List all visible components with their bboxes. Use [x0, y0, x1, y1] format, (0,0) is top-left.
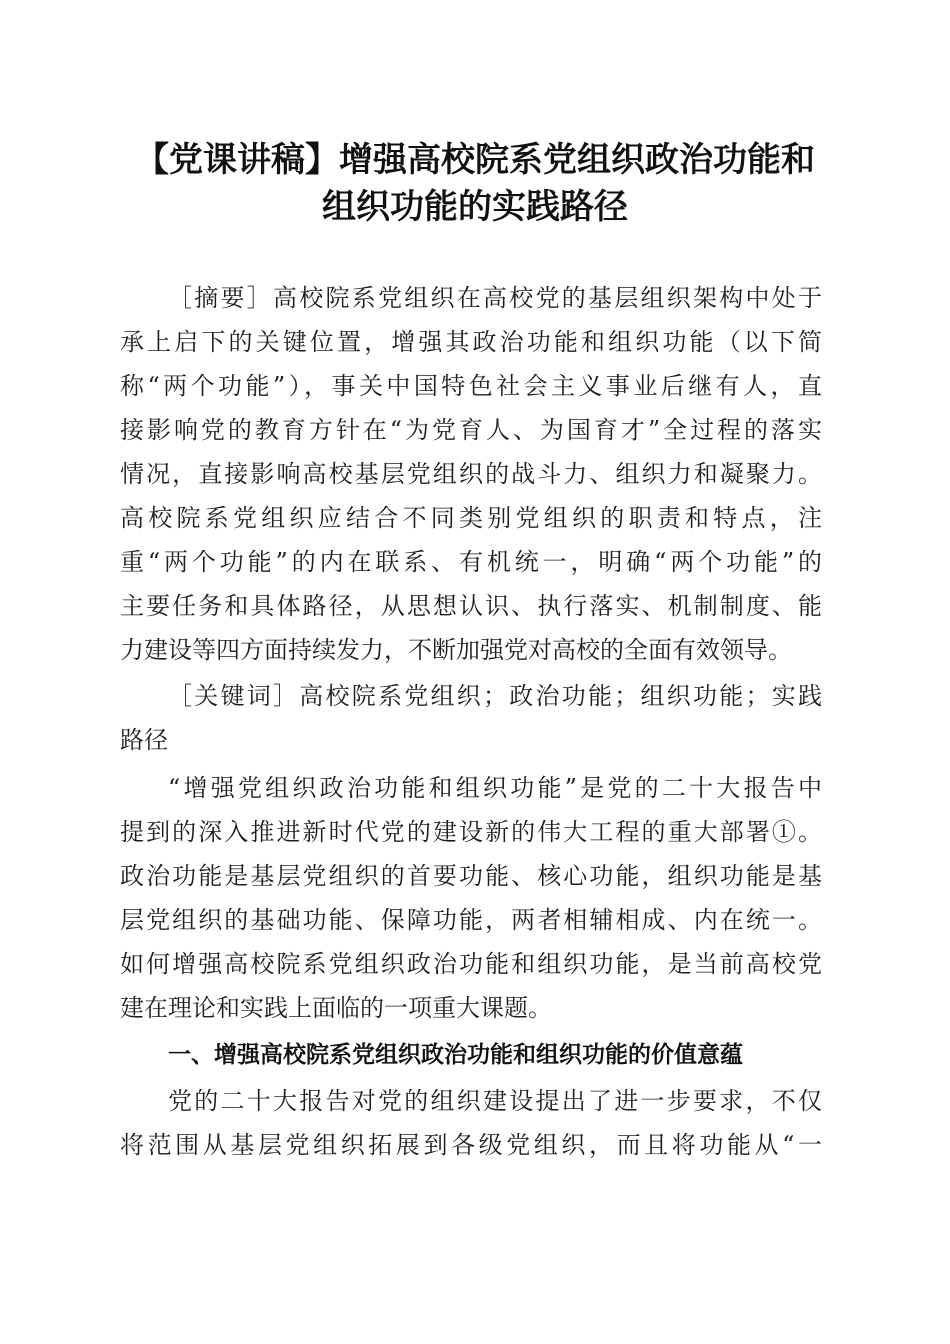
document-title-line-2: 组织功能的实践路径 — [322, 187, 628, 227]
abstract-line: 称“两个功能”），事关中国特色社会主义事业后继有人，直 — [120, 372, 822, 400]
section-heading: 一、增强高校院系党组织政治功能和组织功能的价值意蕴 — [168, 1042, 743, 1068]
document-title-line-1: 【党课讲稿】增强高校院系党组织政治功能和 — [135, 140, 815, 180]
abstract-line: 接影响党的教育方针在“为党育人、为国育才”全过程的落实 — [120, 416, 822, 444]
intro-line: 如何增强高校院系党组织政治功能和组织功能，是当前高校党 — [120, 950, 822, 978]
abstract-line: 承上启下的关键位置，增强其政治功能和组织功能（以下简 — [120, 328, 822, 356]
intro-line: 政治功能是基层党组织的首要功能、核心功能，组织功能是基 — [120, 862, 822, 890]
keywords-line: 路径 — [120, 726, 168, 754]
keywords-line: ［关键词］高校院系党组织；政治功能；组织功能；实践 — [168, 682, 822, 710]
section-line: 将范围从基层党组织拓展到各级党组织，而且将功能从“一 — [120, 1131, 822, 1159]
intro-line: “增强党组织政治功能和组织功能”是党的二十大报告中 — [168, 774, 822, 802]
abstract-line: 力建设等四方面持续发力，不断加强党对高校的全面有效领导。 — [120, 636, 792, 664]
abstract-line: 重“两个功能”的内在联系、有机统一，明确“两个功能”的 — [120, 548, 822, 576]
abstract-line: 情况，直接影响高校基层党组织的战斗力、组织力和凝聚力。 — [120, 460, 822, 488]
abstract-line: 高校院系党组织应结合不同类别党组织的职责和特点，注 — [120, 504, 822, 532]
abstract-line: 主要任务和具体路径，从思想认识、执行落实、机制制度、能 — [120, 592, 822, 620]
intro-line: 层党组织的基础功能、保障功能，两者相辅相成、内在统一。 — [120, 906, 822, 934]
section-line: 党的二十大报告对党的组织建设提出了进一步要求，不仅 — [168, 1087, 822, 1115]
intro-line: 提到的深入推进新时代党的建设新的伟大工程的重大部署①。 — [120, 818, 822, 846]
intro-line: 建在理论和实践上面临的一项重大课题。 — [120, 994, 552, 1022]
abstract-line: ［摘要］高校院系党组织在高校党的基层组织架构中处于 — [168, 284, 822, 312]
